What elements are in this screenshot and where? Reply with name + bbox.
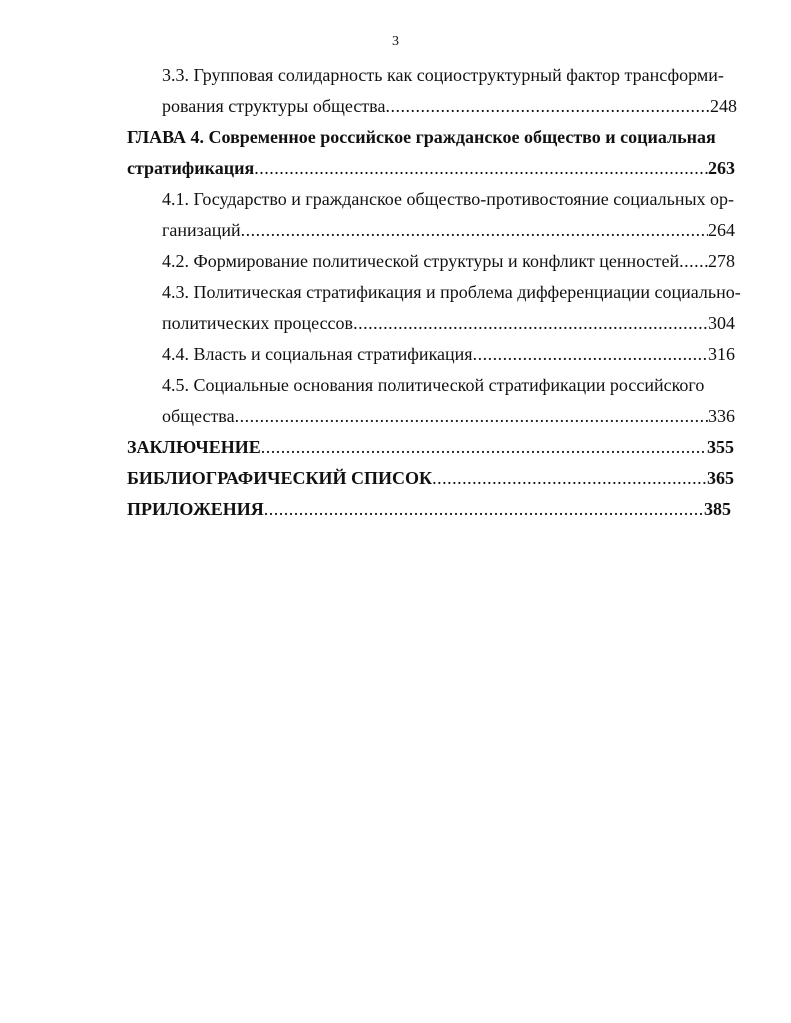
toc-entry-3-3-page: 248 bbox=[710, 96, 737, 116]
toc-entry-4-3-line1: 4.3. Политическая стратификация и проблема дифференциации социально- bbox=[162, 282, 741, 302]
dot-leader bbox=[473, 343, 708, 365]
page-number: 3 bbox=[392, 34, 399, 49]
toc-entry-4-2-page: 278 bbox=[708, 251, 735, 271]
toc-conclusion-page: 355 bbox=[707, 437, 734, 457]
toc-entry-4-3-line2: политических процессов bbox=[162, 313, 354, 333]
toc-entry-3-3-line1: 3.3. Групповая солидарность как социоструктурный фактор трансформи- bbox=[162, 65, 724, 85]
dot-leader bbox=[241, 219, 708, 241]
toc-chapter-4-line1: ГЛАВА 4. Современное российское гражданское общество и социальная bbox=[127, 127, 716, 147]
toc-chapter-4-page: 263 bbox=[708, 158, 735, 178]
dot-leader bbox=[261, 436, 707, 458]
toc-entry-4-1 bbox=[162, 219, 735, 241]
toc-entry-3-3-line2: рования структуры общества bbox=[162, 96, 386, 116]
toc-appendix-title: ПРИЛОЖЕНИЯ bbox=[127, 499, 264, 519]
toc-entry-4-4-page: 316 bbox=[708, 344, 735, 364]
toc-entry-4-5 bbox=[162, 405, 735, 427]
dot-leader bbox=[385, 95, 710, 117]
toc-entry-4-3 bbox=[162, 312, 735, 334]
dot-leader bbox=[432, 467, 707, 489]
toc-entry-4-3-page: 304 bbox=[708, 313, 735, 333]
dot-leader bbox=[264, 498, 704, 520]
dot-leader bbox=[235, 405, 708, 427]
toc-entry-4-5-line2: общества bbox=[162, 406, 235, 426]
toc-entry-4-4-line1: 4.4. Власть и социальная стратификация bbox=[162, 344, 473, 364]
toc-chapter-4-line2: стратификация bbox=[127, 158, 255, 178]
toc-entry-4-2-line1: 4.2. Формирование политической структуры и конфликт ценностей bbox=[162, 251, 680, 271]
toc-appendix-page: 385 bbox=[704, 499, 731, 519]
dot-leader bbox=[353, 312, 708, 334]
toc-appendix bbox=[127, 498, 731, 520]
toc-entry-4-5-line1: 4.5. Социальные основания политической стратификации российского bbox=[162, 375, 705, 395]
toc-entry-4-4 bbox=[162, 343, 735, 365]
toc-entry-3-3 bbox=[162, 95, 737, 117]
toc-bibliography-title: БИБЛИОГРАФИЧЕСКИЙ СПИСОК bbox=[127, 468, 433, 488]
dot-leader bbox=[254, 157, 708, 179]
toc-chapter-4 bbox=[127, 157, 735, 179]
toc-conclusion bbox=[127, 436, 734, 458]
toc-entry-4-1-line2: ганизаций bbox=[162, 220, 241, 240]
toc-entry-4-1-line1: 4.1. Государство и гражданское общество-противостояние социальных ор- bbox=[162, 189, 735, 209]
toc-entry-4-5-page: 336 bbox=[708, 406, 735, 426]
toc-entry-4-2 bbox=[162, 250, 735, 272]
toc-bibliography bbox=[127, 467, 734, 489]
toc-entry-4-1-page: 264 bbox=[708, 220, 735, 240]
dot-leader bbox=[679, 250, 708, 272]
toc-bibliography-page: 365 bbox=[707, 468, 734, 488]
toc-conclusion-title: ЗАКЛЮЧЕНИЕ bbox=[127, 437, 261, 457]
